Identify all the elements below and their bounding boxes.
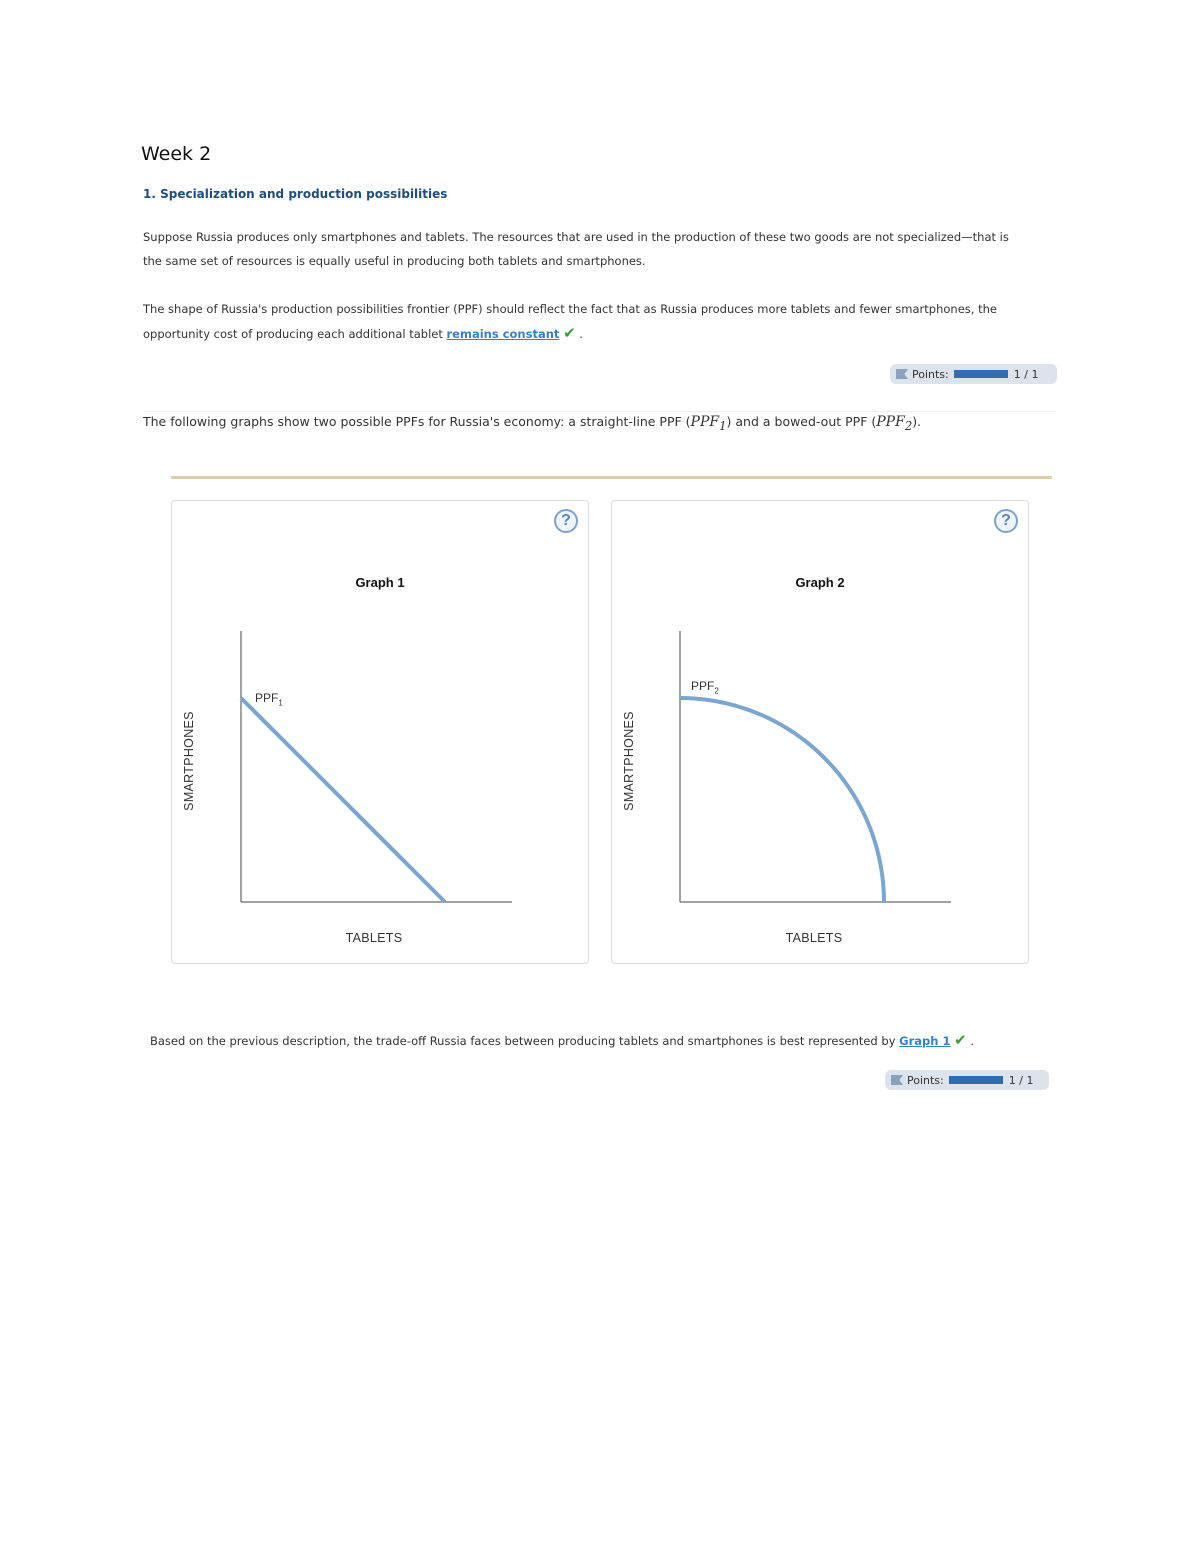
ppf-1-curve	[241, 698, 445, 902]
conclusion-prefix: Based on the previous description, the trade-off Russia faces between producing tablets and smartphones is best represented by	[150, 1034, 896, 1048]
x-axis-label: TABLETS	[345, 931, 403, 945]
intro-line-2: the same set of resources is equally useful in producing both tablets and smartphones.	[143, 254, 646, 268]
help-icon[interactable]: ?	[994, 509, 1018, 533]
points-score: 1 / 1	[1013, 367, 1039, 381]
graphs-intro-suffix: ).	[912, 414, 922, 429]
intro-paragraph	[143, 225, 1063, 273]
points-badge[interactable]	[890, 364, 1057, 384]
section-rule	[171, 476, 1052, 479]
points-progress-bar	[949, 1076, 1003, 1084]
shape-line-1: The shape of Russia's production possibilities frontier (PPF) should reflect the fact that as Russia produces more tablets and fewer smartphones, the	[143, 302, 997, 316]
intro-line-1: Suppose Russia produces only smartphones and tablets. The resources that are used in the production of these two goods are not specialized—that is	[143, 230, 1009, 244]
graph-1-panel	[171, 500, 589, 964]
correct-check-icon: ✔	[563, 324, 576, 342]
points-badge[interactable]	[885, 1070, 1049, 1090]
points-score: 1 / 1	[1008, 1073, 1034, 1087]
shape-answer-dropdown[interactable]: remains constant	[446, 327, 560, 341]
graph-2-panel	[611, 500, 1029, 964]
graph-2-plot	[612, 501, 1030, 965]
graph-1-plot	[172, 501, 590, 965]
ppf1-math: $PPF_1$	[690, 414, 727, 433]
graph-title: Graph 2	[795, 575, 845, 590]
flag-icon	[891, 1075, 903, 1085]
ppf-2-label: $PPF_2$	[691, 679, 719, 696]
shape-line-2-prefix: opportunity cost of producing each additional tablet	[143, 327, 443, 341]
y-axis-label: SMARTPHONES	[622, 711, 636, 811]
points-progress-bar	[954, 370, 1008, 378]
correct-check-icon: ✔	[954, 1031, 967, 1049]
shape-line-2	[143, 321, 1063, 346]
graphs-intro	[143, 410, 1063, 438]
conclusion-suffix: .	[970, 1034, 974, 1048]
graphs-intro-mid: ) and a bowed-out PPF (	[726, 414, 877, 429]
y-axis-label: SMARTPHONES	[182, 711, 196, 811]
points-label: Points:	[912, 367, 949, 381]
help-icon[interactable]: ?	[554, 509, 578, 533]
points-label: Points:	[907, 1073, 944, 1087]
conclusion-paragraph	[150, 1028, 1050, 1053]
page-heading: Week 2	[141, 143, 212, 165]
graph-title: Graph 1	[355, 575, 405, 590]
ppf2-math: $PPF_2$	[876, 414, 913, 433]
shape-paragraph	[143, 297, 1063, 346]
x-axis-label: TABLETS	[785, 931, 843, 945]
graphs-intro-prefix: The following graphs show two possible PPFs for Russia's economy: a straight-line PPF (	[143, 414, 691, 429]
shape-suffix: .	[579, 327, 583, 341]
flag-icon	[896, 369, 908, 379]
question-title: 1. Specialization and production possibilities	[143, 187, 448, 201]
ppf-2-curve	[680, 698, 884, 902]
ppf-1-label: $PPF_1$	[255, 691, 283, 708]
conclusion-answer-dropdown[interactable]: Graph 1	[899, 1034, 951, 1048]
